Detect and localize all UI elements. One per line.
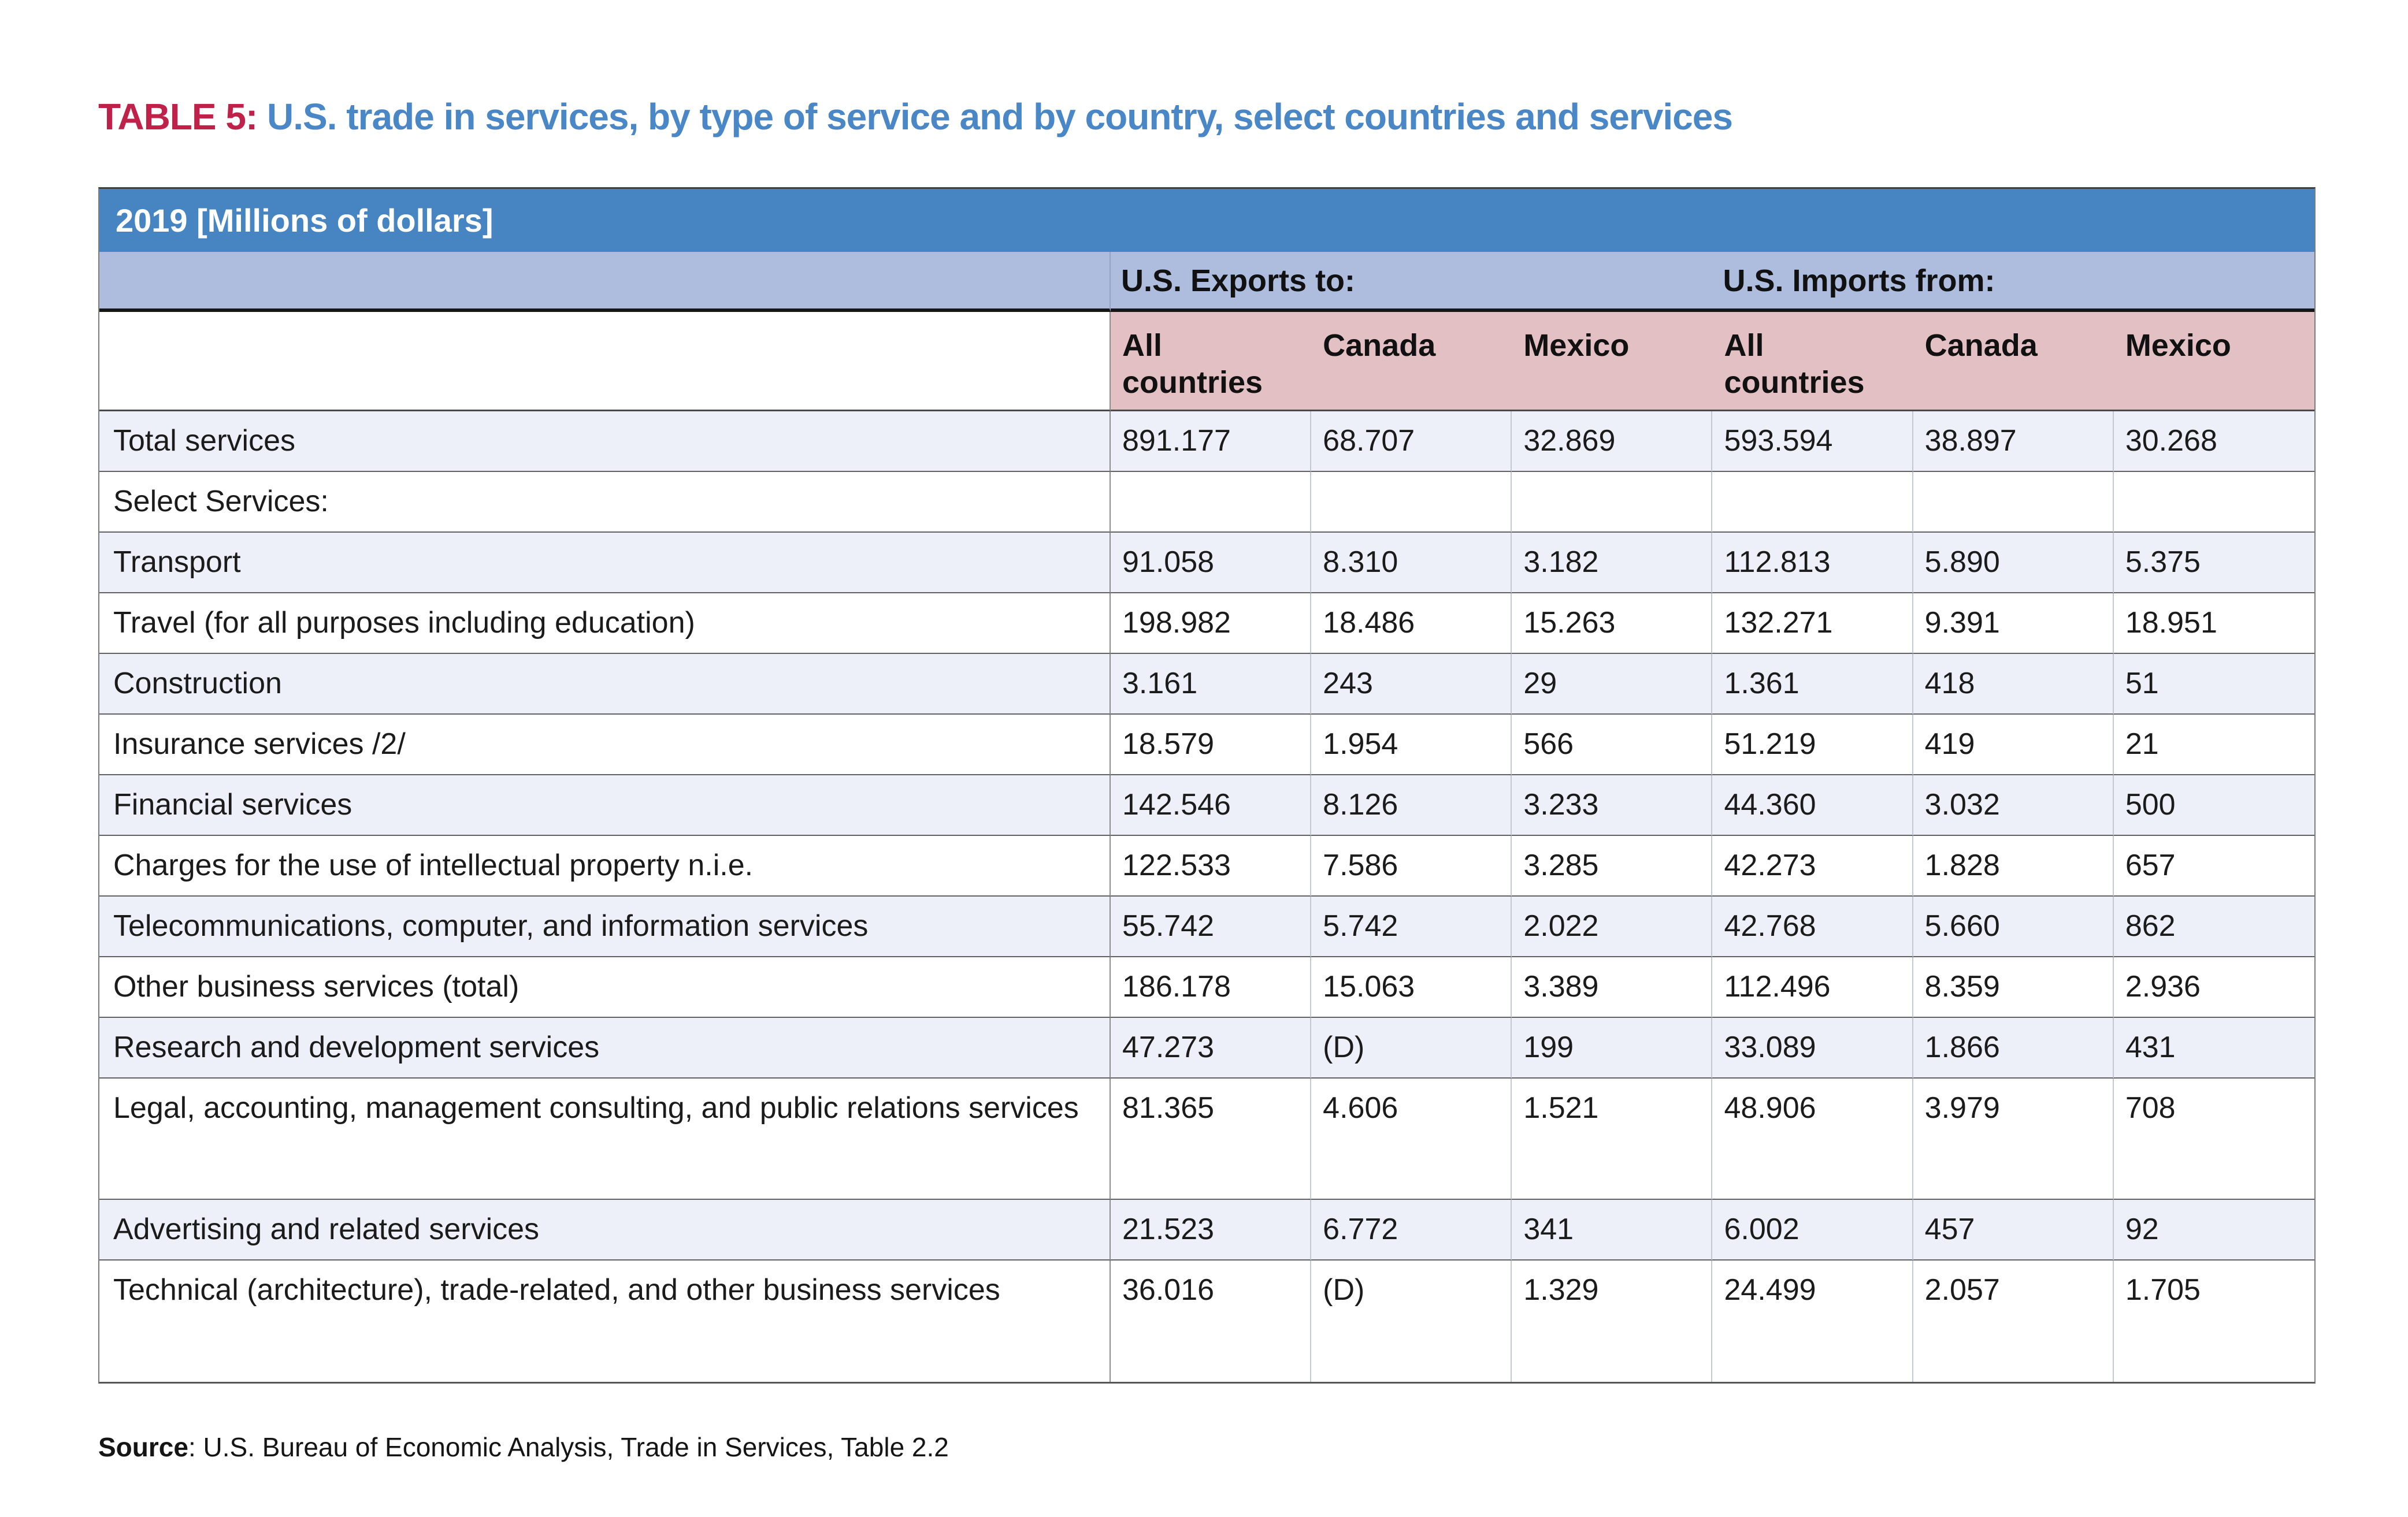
value-cell: 47.273 (1111, 1018, 1311, 1079)
value-cell: 3.285 (1512, 836, 1712, 897)
group-header-spacer (99, 252, 1111, 312)
column-header: Mexico (2114, 312, 2314, 411)
value-cell: 15.263 (1512, 593, 1712, 654)
row-label: Total services (99, 411, 1111, 472)
value-cell: 2.022 (1512, 897, 1712, 957)
trade-services-table (98, 187, 2316, 1384)
row-label: Research and development services (99, 1018, 1111, 1079)
value-cell: 8.310 (1311, 533, 1512, 593)
value-cell: 8.126 (1311, 775, 1512, 836)
value-cell: 593.594 (1712, 411, 1913, 472)
value-cell: 198.982 (1111, 593, 1311, 654)
value-cell (1512, 472, 1712, 533)
column-header: All countries (1712, 312, 1913, 411)
value-cell (1311, 472, 1512, 533)
value-cell: 112.813 (1712, 533, 1913, 593)
value-cell: 1.329 (1512, 1261, 1712, 1382)
group-header-imports (1712, 252, 2314, 312)
value-cell: 32.869 (1512, 411, 1712, 472)
exports-group-label: U.S. Exports to: (1121, 263, 1356, 298)
value-cell: 341 (1512, 1200, 1712, 1261)
value-cell: (D) (1311, 1018, 1512, 1079)
value-cell: 1.828 (1913, 836, 2114, 897)
column-header: Mexico (1512, 312, 1712, 411)
row-label: Financial services (99, 775, 1111, 836)
value-cell: 1.705 (2114, 1261, 2314, 1382)
value-cell: (D) (1311, 1261, 1512, 1382)
value-cell: 36.016 (1111, 1261, 1311, 1382)
row-label: Transport (99, 533, 1111, 593)
value-cell: 42.273 (1712, 836, 1913, 897)
value-cell: 122.533 (1111, 836, 1311, 897)
source-text: : U.S. Bureau of Economic Analysis, Trade in Services, Table 2.2 (188, 1432, 949, 1462)
value-cell: 18.579 (1111, 715, 1311, 775)
group-header-exports (1111, 252, 1712, 312)
value-cell: 431 (2114, 1018, 2314, 1079)
value-cell: 3.182 (1512, 533, 1712, 593)
value-cell: 891.177 (1111, 411, 1311, 472)
value-cell (1913, 472, 2114, 533)
value-cell: 708 (2114, 1079, 2314, 1200)
column-header-spacer (99, 312, 1111, 411)
value-cell: 418 (1913, 654, 2114, 715)
column-header: Canada (1913, 312, 2114, 411)
value-cell: 38.897 (1913, 411, 2114, 472)
value-cell: 5.375 (2114, 533, 2314, 593)
value-cell: 457 (1913, 1200, 2114, 1261)
row-label: Travel (for all purposes including education) (99, 593, 1111, 654)
value-cell: 1.866 (1913, 1018, 2114, 1079)
value-cell: 91.058 (1111, 533, 1311, 593)
value-cell: 186.178 (1111, 957, 1311, 1018)
table-title-text: U.S. trade in services, by type of service and by country, select countries and services (267, 96, 1732, 137)
value-cell: 51.219 (1712, 715, 1913, 775)
value-cell: 2.936 (2114, 957, 2314, 1018)
value-cell: 3.032 (1913, 775, 2114, 836)
value-cell (1712, 472, 1913, 533)
value-cell: 243 (1311, 654, 1512, 715)
value-cell: 15.063 (1311, 957, 1512, 1018)
row-label: Technical (architecture), trade-related, and other business services (99, 1261, 1111, 1382)
value-cell: 6.002 (1712, 1200, 1913, 1261)
value-cell: 112.496 (1712, 957, 1913, 1018)
value-cell: 142.546 (1111, 775, 1311, 836)
row-label: Construction (99, 654, 1111, 715)
value-cell: 5.742 (1311, 897, 1512, 957)
value-cell: 132.271 (1712, 593, 1913, 654)
value-cell: 24.499 (1712, 1261, 1913, 1382)
page-title (98, 94, 2236, 140)
value-cell: 8.359 (1913, 957, 2114, 1018)
value-cell: 81.365 (1111, 1079, 1311, 1200)
value-cell: 55.742 (1111, 897, 1311, 957)
row-label: Insurance services /2/ (99, 715, 1111, 775)
row-label: Select Services: (99, 472, 1111, 533)
value-cell: 33.089 (1712, 1018, 1913, 1079)
value-cell: 51 (2114, 654, 2314, 715)
value-cell: 9.391 (1913, 593, 2114, 654)
value-cell: 5.890 (1913, 533, 2114, 593)
row-label: Charges for the use of intellectual property n.i.e. (99, 836, 1111, 897)
value-cell: 3.161 (1111, 654, 1311, 715)
table-number-label: TABLE 5: (98, 96, 258, 137)
value-cell: 419 (1913, 715, 2114, 775)
value-cell: 30.268 (2114, 411, 2314, 472)
value-cell: 44.360 (1712, 775, 1913, 836)
value-cell: 1.521 (1512, 1079, 1712, 1200)
value-cell: 92 (2114, 1200, 2314, 1261)
row-label: Other business services (total) (99, 957, 1111, 1018)
value-cell: 68.707 (1311, 411, 1512, 472)
value-cell: 566 (1512, 715, 1712, 775)
value-cell: 48.906 (1712, 1079, 1913, 1200)
value-cell: 3.389 (1512, 957, 1712, 1018)
value-cell: 21 (2114, 715, 2314, 775)
column-header: Canada (1311, 312, 1512, 411)
value-cell: 500 (2114, 775, 2314, 836)
value-cell: 7.586 (1311, 836, 1512, 897)
value-cell: 42.768 (1712, 897, 1913, 957)
row-label: Telecommunications, computer, and information services (99, 897, 1111, 957)
value-cell: 3.233 (1512, 775, 1712, 836)
value-cell: 6.772 (1311, 1200, 1512, 1261)
value-cell: 657 (2114, 836, 2314, 897)
value-cell: 5.660 (1913, 897, 2114, 957)
value-cell (2114, 472, 2314, 533)
row-label: Legal, accounting, management consulting, and public relations services (99, 1079, 1111, 1200)
value-cell: 862 (2114, 897, 2314, 957)
table-caption: 2019 [Millions of dollars] (99, 189, 2314, 252)
value-cell: 199 (1512, 1018, 1712, 1079)
imports-group-label: U.S. Imports from: (1723, 263, 1995, 298)
value-cell: 2.057 (1913, 1261, 2114, 1382)
value-cell (1111, 472, 1311, 533)
row-label: Advertising and related services (99, 1200, 1111, 1261)
value-cell: 18.951 (2114, 593, 2314, 654)
value-cell: 1.954 (1311, 715, 1512, 775)
value-cell: 1.361 (1712, 654, 1913, 715)
column-header: All countries (1111, 312, 1311, 411)
value-cell: 18.486 (1311, 593, 1512, 654)
source-note (98, 1430, 949, 1464)
value-cell: 4.606 (1311, 1079, 1512, 1200)
value-cell: 21.523 (1111, 1200, 1311, 1261)
source-label: Source (98, 1432, 188, 1462)
value-cell: 3.979 (1913, 1079, 2114, 1200)
value-cell: 29 (1512, 654, 1712, 715)
